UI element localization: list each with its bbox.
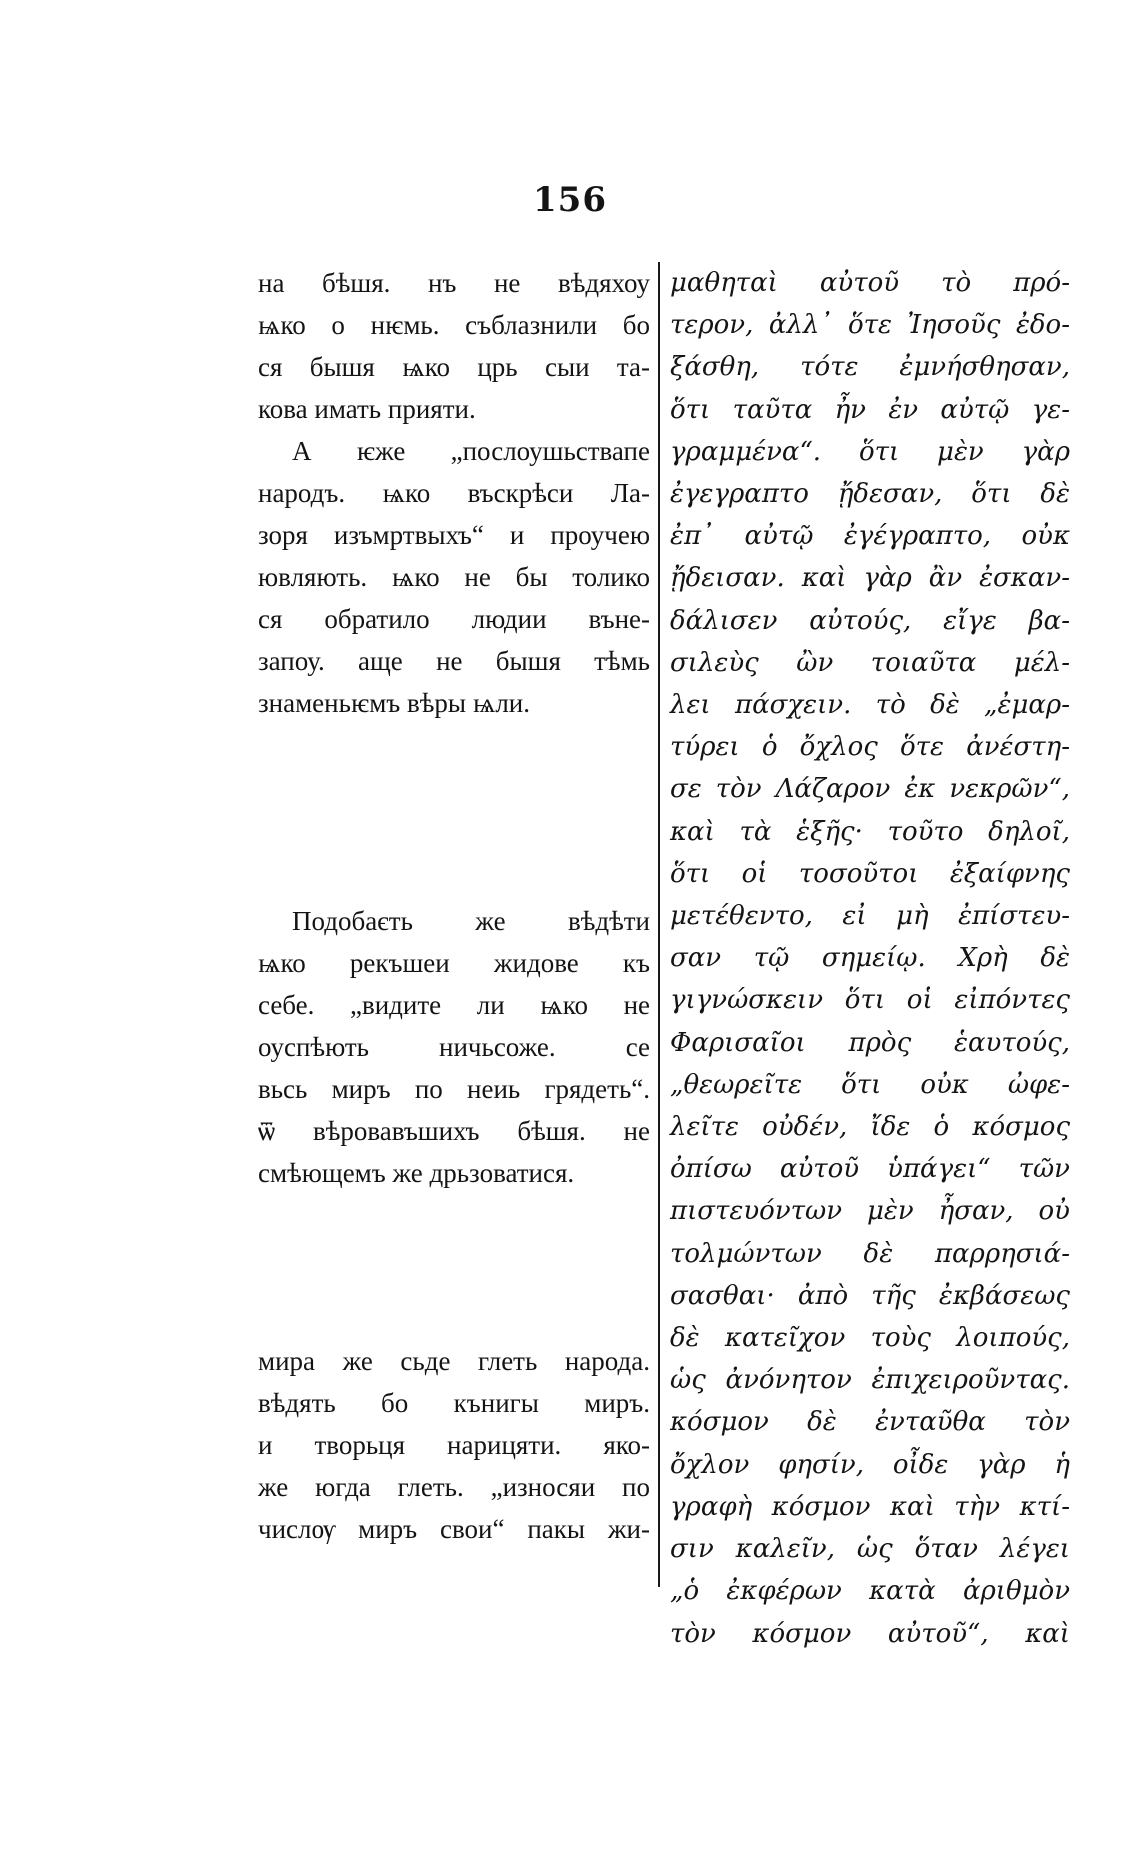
greek-text-line: Φαρισαῖοι πρὸς ἑαυτούς, xyxy=(670,1027,1070,1058)
text-line: же югда глеть. „износяи по xyxy=(258,1472,650,1502)
text-line: числѹ миръ свои“ пакы жи- xyxy=(258,1514,650,1544)
greek-text-line: ὀπίσω αὐτοῦ ὑπάγει“ τῶν xyxy=(670,1154,1070,1185)
greek-text-line: ὡς ἀνόνητον ἐπιχειροῦντας. xyxy=(670,1365,1070,1396)
greek-text-line: ὅτι οἱ τοσοῦτοι ἐξαίφνης xyxy=(670,858,1070,889)
text-line: ся бышя ѩко црь сыи та- xyxy=(258,352,650,382)
text-line: ѩко рекъшеи жидове къ xyxy=(258,948,650,978)
text-line: кова имать прияти. xyxy=(258,394,476,424)
text-line: оуспѣють ничьсоже. се xyxy=(258,1032,650,1062)
greek-text-line: πιστευόντων μὲν ἦσαν, οὐ xyxy=(670,1196,1070,1227)
text-line: и творьця нарицяти. яко- xyxy=(258,1430,650,1460)
greek-text-line: ξάσθη, τότε ἐμνήσθησαν, xyxy=(670,352,1070,383)
left-column-block-1 xyxy=(258,262,650,724)
text-line: А ѥже „послоушьствапе xyxy=(292,436,650,466)
greek-text-line: σιλεὺς ὢν τοιαῦτα μέλ- xyxy=(670,647,1070,678)
greek-text-line: γιγνώσκειν ὅτι οἱ εἰπόντες xyxy=(670,985,1070,1016)
page-number: 156 xyxy=(533,180,607,220)
greek-text-line: „ὁ ἐκφέρων κατὰ ἀριθμὸν xyxy=(670,1576,1070,1607)
right-column-greek-text xyxy=(670,262,1070,1655)
text-line: ѿ вѣровавъшихъ бѣшя. не xyxy=(258,1116,650,1146)
greek-text-line: γραφὴ κόσμον καὶ τὴν κτί- xyxy=(670,1491,1070,1522)
greek-text-line: „θεωρεῖτε ὅτι οὐκ ὠφε- xyxy=(670,1069,1070,1100)
text-line: запоу. аще не бышя тѣмь xyxy=(258,646,650,676)
greek-text-line: σιν καλεῖν, ὡς ὅταν λέγει xyxy=(670,1534,1070,1565)
text-line: народъ. ѩко въскрѣси Ла- xyxy=(258,478,650,508)
greek-text-line: λεῖτε οὐδέν, ἴδε ὁ κόσμος xyxy=(670,1112,1070,1143)
text-line: вѣдять бо кънигы миръ. xyxy=(258,1388,650,1418)
text-line: вьсь миръ по неиь грядеть“. xyxy=(258,1074,650,1104)
greek-text-line: τερον, ἀλλ᾽ ὅτε Ἰησοῦς ἐδο- xyxy=(670,310,1070,341)
greek-text-line: γραμμένα“. ὅτι μὲν γὰρ xyxy=(670,436,1070,467)
text-line: ся обратило людии вънe- xyxy=(258,604,650,634)
greek-text-line: κόσμον δὲ ἐνταῦθα τὸν xyxy=(670,1407,1070,1438)
left-column-block-2 xyxy=(258,900,650,1194)
greek-text-line: καὶ τὰ ἑξῆς· τοῦτο δηλοῖ, xyxy=(670,816,1070,847)
greek-text-line: τολμώντων δὲ παρρησιά- xyxy=(670,1238,1070,1269)
column-divider xyxy=(658,262,660,1587)
greek-text-line: μαθηταὶ αὐτοῦ τὸ πρό- xyxy=(670,268,1070,298)
greek-text-line: σε τὸν Λάζαρον ἐκ νεκρῶν“, xyxy=(670,774,1070,805)
greek-text-line: ἐπ᾽ αὐτῷ ἐγέγραπτο, οὐκ xyxy=(670,521,1070,552)
greek-text-line: ἐγεγραπτο ᾔδεσαν, ὅτι δὲ xyxy=(670,479,1070,510)
greek-text-line: λει πάσχειν. τὸ δὲ „ἐμαρ- xyxy=(670,690,1070,721)
text-line: себе. „видите ли ѩко не xyxy=(258,990,650,1020)
text-line: ювляють. ѩко не бы толико xyxy=(258,562,650,592)
greek-text-line: τὸν κόσμον αὐτοῦ“, καὶ xyxy=(670,1618,1070,1649)
text-line: на бѣшя. нъ не вѣдяхоу xyxy=(258,268,650,298)
text-line: ѩко о нѥмь. съблазнили бо xyxy=(258,310,650,340)
greek-text-line: μετέθεντο, εἰ μὴ ἐπίστευ- xyxy=(670,901,1070,932)
greek-text-line: ᾔδεισαν. καὶ γὰρ ἂν ἐσκαν- xyxy=(670,563,1070,594)
greek-text-line: ὅτι ταῦτα ἦν ἐν αὐτῷ γε- xyxy=(670,394,1070,425)
text-line: зоря изъмртвыхъ“ и проучею xyxy=(258,520,650,550)
text-line: мира же сьде глеть народа. xyxy=(258,1346,650,1376)
greek-text-line: τύρει ὁ ὄχλος ὅτε ἀνέστη- xyxy=(670,732,1070,763)
text-line: смѣющемъ же дрьзоватися. xyxy=(258,1158,575,1188)
greek-text-line: σασθαι· ἀπὸ τῆς ἐκβάσεως xyxy=(670,1280,1070,1311)
greek-text-line: δὲ κατεῖχον τοὺς λοιπούς, xyxy=(670,1323,1070,1354)
left-column-block-3 xyxy=(258,1340,650,1550)
greek-text-line: ὄχλον φησίν, οἶδε γὰρ ἡ xyxy=(670,1449,1070,1480)
text-line: знаменьѥмъ вѣры ѩли. xyxy=(258,688,531,718)
greek-text-line: δάλισεν αὐτούς, εἴγε βα- xyxy=(670,605,1070,636)
greek-text-line: σαν τῷ σημείῳ. Χρὴ δὲ xyxy=(670,943,1070,974)
text-line: Подобаєть же вѣдѣти xyxy=(292,906,650,936)
